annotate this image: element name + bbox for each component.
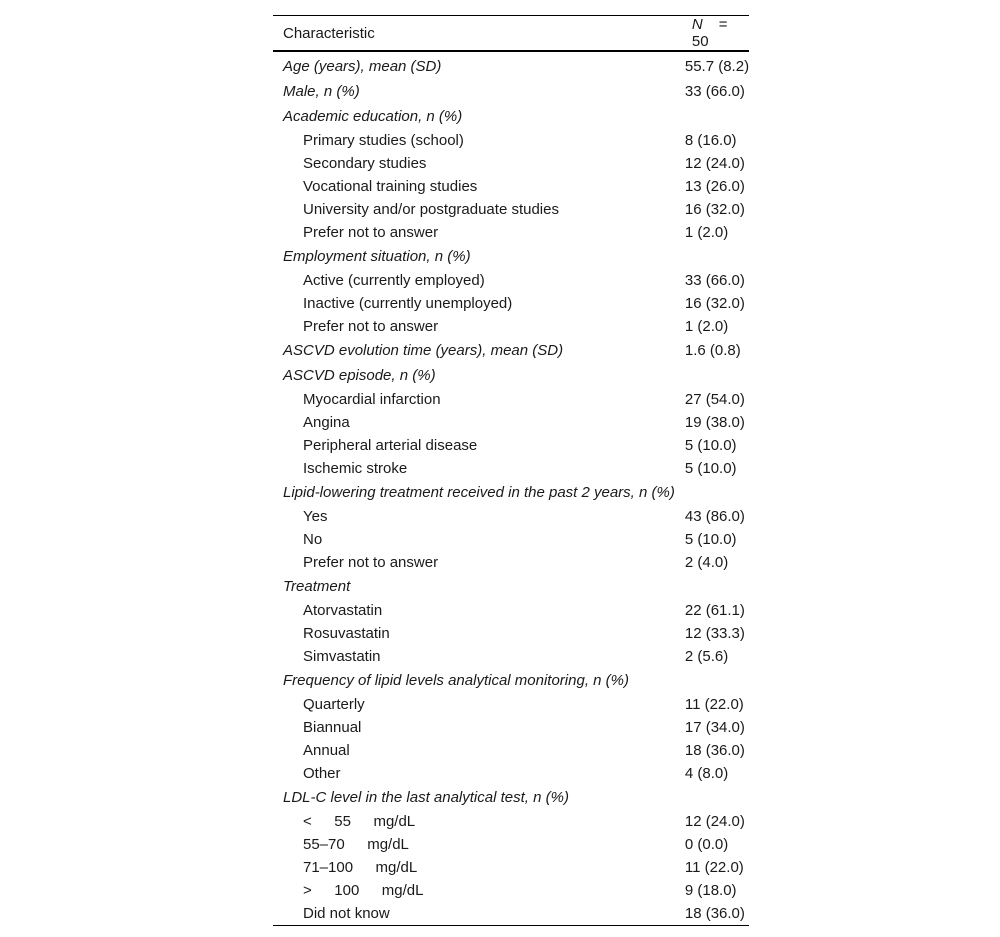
row-value: 16 (32.0) [684, 201, 745, 218]
row-label: Rosuvastatin [303, 625, 390, 642]
row-label: Other [303, 765, 341, 782]
row-label: Prefer not to answer [303, 554, 439, 571]
header-n [675, 16, 749, 52]
table-group-row [273, 244, 749, 269]
row-label: 55–70 mg/dL [303, 836, 409, 853]
row-value: 8 (16.0) [684, 132, 737, 149]
table-group-row [273, 480, 749, 505]
table-group-row [273, 104, 749, 129]
row-value: 5 (10.0) [684, 437, 737, 454]
table-group-row [273, 668, 749, 693]
row-value: 0 (0.0) [684, 836, 729, 853]
row-label: Vocational training studies [303, 178, 478, 195]
row-value: 33 (66.0) [684, 83, 745, 100]
table-group-row [273, 79, 749, 104]
row-label: Myocardial infarction [303, 391, 441, 408]
row-label: University and/or postgraduate studies [303, 201, 559, 218]
table-row [273, 528, 749, 551]
table-row [273, 551, 749, 574]
table-row [273, 198, 749, 221]
table-row [273, 269, 749, 292]
row-value: 2 (4.0) [684, 554, 729, 571]
row-label: ASCVD evolution time (years), mean (SD) [283, 342, 564, 359]
table-row [273, 152, 749, 175]
characteristics-table [273, 15, 749, 926]
row-value [675, 104, 749, 129]
characteristics-table-container [273, 15, 750, 926]
row-value: 17 (34.0) [684, 719, 745, 736]
row-value [675, 480, 749, 505]
row-label: Age (years), mean (SD) [283, 58, 442, 75]
row-label: Secondary studies [303, 155, 427, 172]
table-header-row [273, 16, 749, 52]
table-row [273, 879, 749, 902]
row-label: Yes [303, 508, 328, 525]
row-value: 13 (26.0) [684, 178, 745, 195]
table-row [273, 622, 749, 645]
table-row [273, 292, 749, 315]
header-characteristic: Characteristic [283, 24, 375, 42]
row-label: Active (currently employed) [303, 272, 485, 289]
row-value: 43 (86.0) [684, 508, 745, 525]
row-value: 5 (10.0) [684, 460, 737, 477]
row-label: Employment situation, n (%) [283, 248, 471, 265]
row-label: Simvastatin [303, 648, 381, 665]
row-label: Primary studies (school) [303, 132, 464, 149]
table-row [273, 645, 749, 668]
row-label: Ischemic stroke [303, 460, 408, 477]
table-group-row [273, 785, 749, 810]
table-row [273, 315, 749, 338]
table-row [273, 221, 749, 244]
row-label: < 55 mg/dL [303, 813, 416, 830]
table-row [273, 599, 749, 622]
table-row [273, 693, 749, 716]
row-value: 2 (5.6) [684, 648, 729, 665]
row-label: > 100 mg/dL [303, 882, 424, 899]
row-label: Male, n (%) [283, 83, 360, 100]
row-value: 12 (24.0) [684, 813, 745, 830]
header-n-value: 50 [691, 33, 709, 50]
table-body [273, 51, 749, 926]
table-row [273, 411, 749, 434]
table-row [273, 129, 749, 152]
table-group-row [273, 51, 749, 79]
header-n-symbol: N [691, 16, 703, 33]
row-value: 11 (22.0) [684, 859, 744, 876]
row-label: Prefer not to answer [303, 224, 439, 241]
table-row [273, 902, 749, 926]
row-label: Prefer not to answer [303, 318, 439, 335]
row-value: 55.7 (8.2) [684, 58, 750, 75]
row-label: Academic education, n (%) [283, 108, 463, 125]
row-value: 22 (61.1) [684, 602, 745, 619]
row-value: 18 (36.0) [684, 742, 745, 759]
table-group-row [273, 338, 749, 363]
row-value: 11 (22.0) [684, 696, 744, 713]
table-group-row [273, 363, 749, 388]
row-value [675, 785, 749, 810]
row-label: ASCVD episode, n (%) [283, 367, 436, 384]
row-value [675, 574, 749, 599]
row-label: Did not know [303, 905, 390, 922]
row-label: Angina [303, 414, 350, 431]
row-value: 1.6 (0.8) [684, 342, 741, 359]
table-row [273, 716, 749, 739]
row-label: Atorvastatin [303, 602, 383, 619]
row-label: Biannual [303, 719, 362, 736]
table-row [273, 810, 749, 833]
row-value: 12 (24.0) [684, 155, 745, 172]
table-row [273, 833, 749, 856]
row-label: LDL-C level in the last analytical test, n (%) [283, 789, 569, 806]
row-label: Treatment [283, 578, 351, 595]
row-label: Frequency of lipid levels analytical monitoring, n (%) [283, 672, 629, 689]
row-value: 1 (2.0) [684, 318, 729, 335]
table-group-row [273, 574, 749, 599]
table-row [273, 388, 749, 411]
row-label: Peripheral arterial disease [303, 437, 478, 454]
row-value: 4 (8.0) [684, 765, 729, 782]
row-value: 18 (36.0) [684, 905, 745, 922]
header-n-eq: = [718, 16, 728, 33]
row-label: 71–100 mg/dL [303, 859, 418, 876]
table-row [273, 457, 749, 480]
table-row [273, 505, 749, 528]
row-value [675, 244, 749, 269]
row-value: 16 (32.0) [684, 295, 745, 312]
row-label: No [303, 531, 323, 548]
row-label: Quarterly [303, 696, 365, 713]
row-value: 33 (66.0) [684, 272, 745, 289]
row-value: 12 (33.3) [684, 625, 745, 642]
row-value: 27 (54.0) [684, 391, 745, 408]
table-row [273, 434, 749, 457]
table-row [273, 762, 749, 785]
row-label: Inactive (currently unemployed) [303, 295, 513, 312]
row-value: 19 (38.0) [684, 414, 745, 431]
table-row [273, 739, 749, 762]
row-value [675, 668, 749, 693]
row-value: 1 (2.0) [684, 224, 729, 241]
table-row [273, 856, 749, 879]
row-label: Lipid-lowering treatment received in the past 2 years, n (%) [283, 484, 675, 501]
row-value: 5 (10.0) [684, 531, 737, 548]
table-row [273, 175, 749, 198]
row-label: Annual [303, 742, 350, 759]
row-value: 9 (18.0) [684, 882, 737, 899]
row-value [675, 363, 749, 388]
